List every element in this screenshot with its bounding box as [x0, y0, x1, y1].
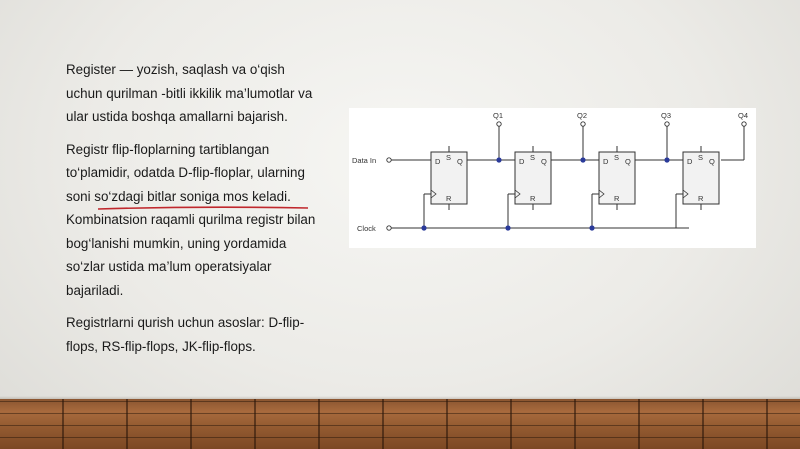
ff1-r-pin: R: [446, 194, 452, 203]
data-in-label: Data In: [352, 156, 377, 165]
paragraph-description: Registr flip-floplarning tartiblangan to‘plamidir, odatda D-flip-floplar, ularning soni so‘zdagi bitlar soniga mos keladi. Kombinatsion raqamli qurilma registr bilan bog‘lanishi mumkin, uning yordamida so‘zlar ustida ma’lum operatsiyalar bajariladi.: [66, 141, 316, 298]
ff4-q-pin: Q: [709, 157, 715, 166]
output-label-q1: Q1: [493, 111, 504, 120]
ff1-d-pin: D: [435, 157, 441, 166]
ff4-d-pin: D: [687, 157, 693, 166]
slide-text: [66, 58, 316, 367]
ff3-q-pin: Q: [625, 157, 631, 166]
clock-label: Clock: [357, 224, 376, 233]
ff2-s-pin: S: [530, 153, 536, 162]
ff3-d-pin: D: [603, 157, 609, 166]
paragraph-definition: Register — yozish, saqlash va o‘qish uchun qurilman -bitli ikkilik ma’lumotlar va ular ustida boshqa amallarni bajarish.: [66, 62, 313, 124]
output-label-q2: Q2: [577, 111, 588, 120]
ff1-q-pin: Q: [457, 157, 463, 166]
ff2-d-pin: D: [519, 157, 525, 166]
ff2-q-pin: Q: [541, 157, 547, 166]
wooden-floor-background: [0, 399, 800, 449]
ff2-r-pin: R: [530, 194, 536, 203]
ff4-r-pin: R: [698, 194, 704, 203]
ff1-s-pin: S: [446, 153, 452, 162]
ff3-r-pin: R: [614, 194, 620, 203]
ff3-s-pin: S: [614, 153, 620, 162]
paragraph-bases: Registrlarni qurish uchun asoslar: D-flip-flops, RS-flip-flops, JK-flip-flops.: [66, 315, 305, 354]
ff4-s-pin: S: [698, 153, 704, 162]
output-label-q4: Q4: [738, 111, 749, 120]
output-label-q3: Q3: [661, 111, 672, 120]
shift-register-diagram: [349, 108, 756, 248]
